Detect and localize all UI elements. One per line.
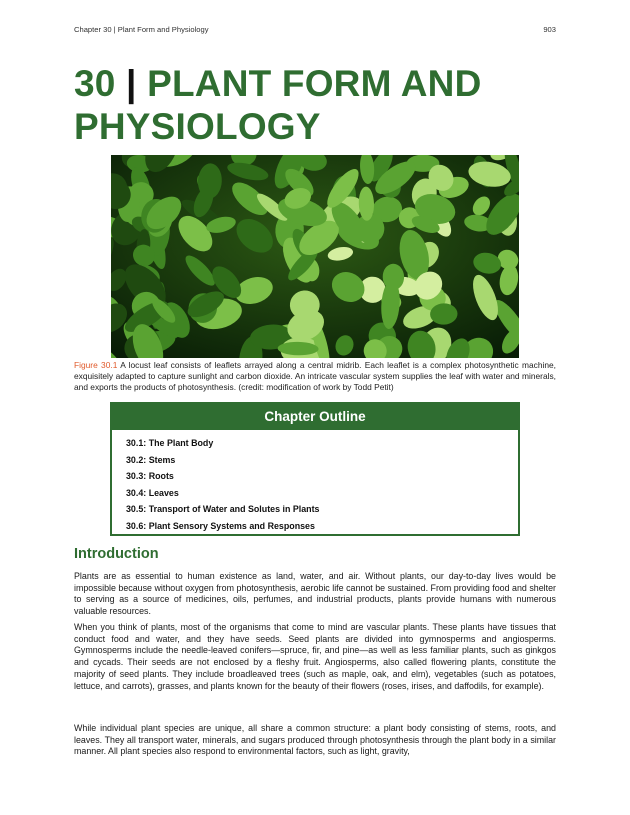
chapter-title [74, 62, 556, 148]
running-title: Chapter 30 | Plant Form and Physiology [74, 25, 209, 34]
running-header [74, 25, 556, 34]
figure-label: Figure 30.1 [74, 360, 118, 370]
outline-item-30-2[interactable]: 30.2: Stems [126, 454, 176, 465]
outline-item-30-3[interactable]: 30.3: Roots [126, 471, 174, 482]
outline-item-30-4[interactable]: 30.4: Leaves [126, 487, 179, 498]
figure-caption-text: A locust leaf consists of leaflets arrayed along a central midrib. Each leaflet is a complex photosynthetic machine, exquisitely adapted to capture sunlight and carbon dioxide. An intricate vascular system supplies the leaf with water and minerals, and exports the products of photosynthesis. (credit: modification of work by Todd Petit) [74, 360, 556, 393]
locust-leaf-photo [111, 155, 519, 358]
intro-paragraph-1: Plants are as essential to human existence as land, water, and air. Without plants, our day-to-day lives would be impossible because without oxygen from photosynthesis, aerobic life cannot be sustained. From providing food and shelter to serving as a source of medicines, oils, perfumes, and industrial products, plants provide humans with numerous valuable resources. [74, 571, 556, 617]
outline-item-30-6[interactable]: 30.6: Plant Sensory Systems and Responses [126, 520, 315, 531]
chapter-outline-list [112, 430, 518, 535]
outline-item-30-1[interactable]: 30.1: The Plant Body [126, 438, 214, 448]
outline-item-30-5[interactable]: 30.5: Transport of Water and Solutes in Plants [126, 504, 320, 515]
chapter-outline-heading: Chapter Outline [112, 404, 518, 430]
chapter-title-text: PLANT FORM AND PHYSIOLOGY [74, 63, 482, 147]
introduction-heading: Introduction [74, 546, 159, 562]
chapter-number: 30 [74, 63, 116, 104]
intro-paragraph-2: When you think of plants, most of the organisms that come to mind are vascular plants. These plants have tissues that conduct food and water, and they have seeds. Seed plants are divided into gymnosperms and angiosperms. Gymnosperms include the needle-leaved conifers—spruce, fir, and pine—as well as less familiar plants, such as ginkgos and cycads. Their seeds are not enclosed by a fleshy fruit. Angiosperms, also called flowering plants, constitute the majority of seed plants. They include broadleaved trees (such as maple, oak, and elm), vegetables (such as potatoes, lettuce, and carrots), grasses, and plants known for the beauty of their flowers (roses, irises, and daffodils, for example). [74, 622, 556, 691]
figure-caption [74, 360, 556, 394]
page-number: 903 [543, 25, 556, 34]
chapter-outline-box [110, 402, 520, 536]
title-separator: | [126, 63, 137, 104]
leaf-illustration [111, 155, 519, 358]
intro-paragraph-3: While individual plant species are unique, all share a common structure: a plant body consisting of stems, roots, and leaves. They all transport water, minerals, and sugars produced through photosynthesis through the plant body in a similar manner. All plant species also respond to environmental factors, such as light, gravity, [74, 723, 556, 757]
